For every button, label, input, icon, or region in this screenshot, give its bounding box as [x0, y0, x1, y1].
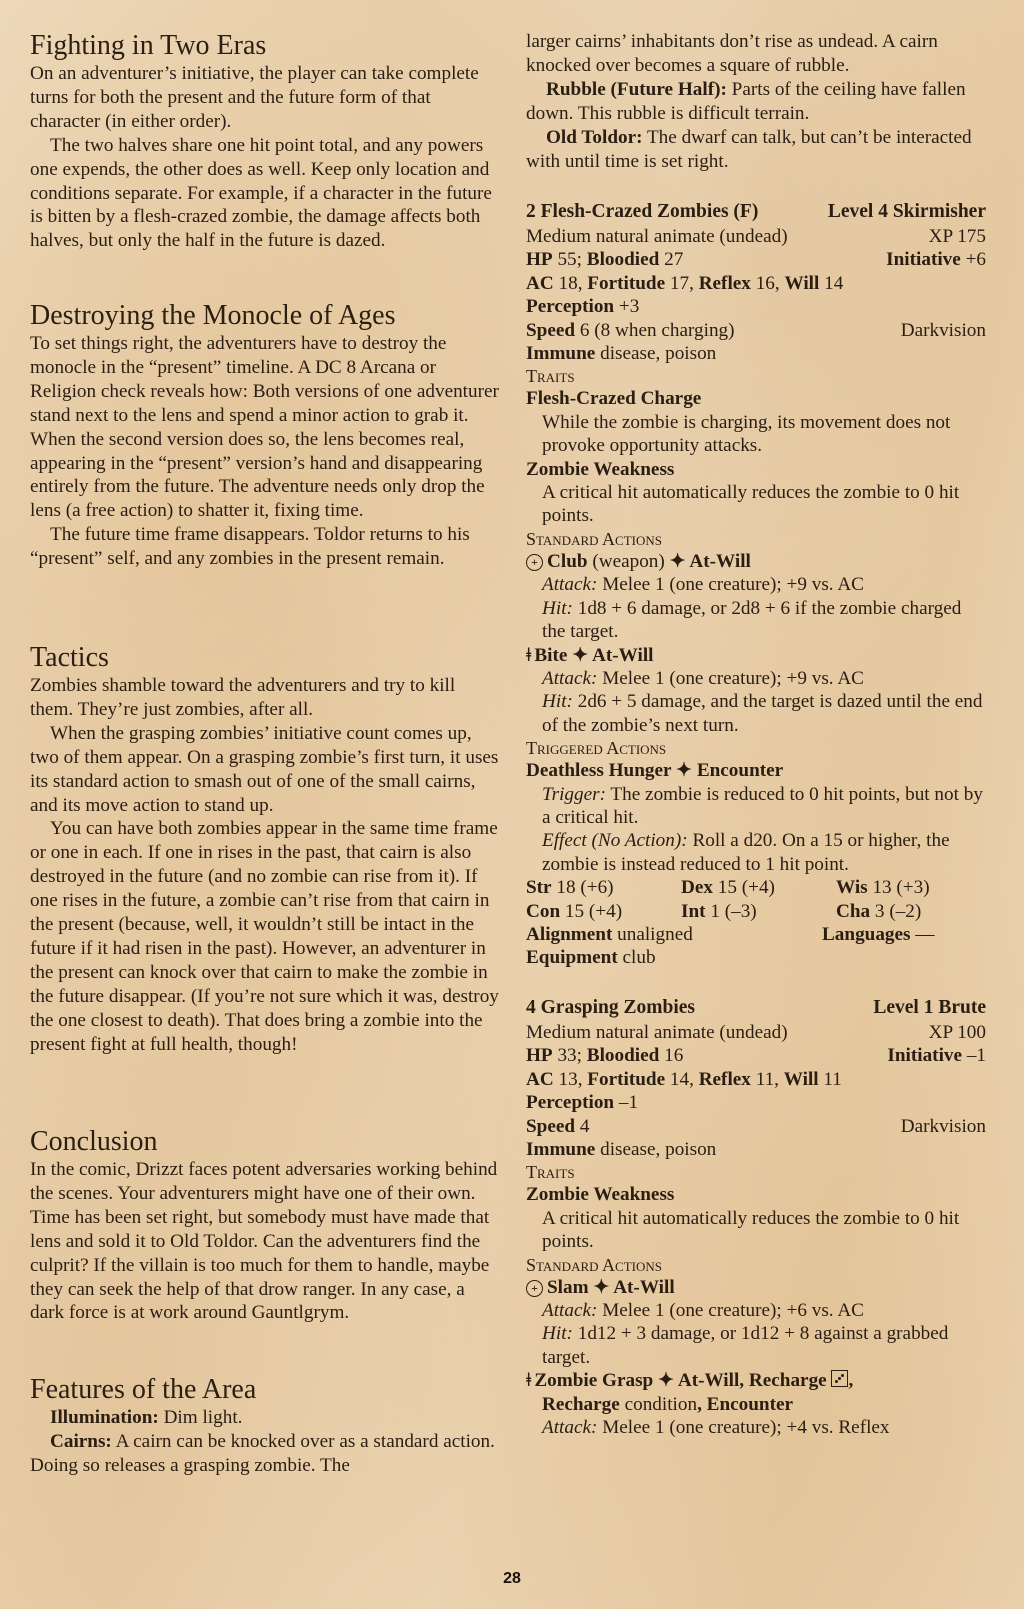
senses: Darkvision	[900, 319, 986, 341]
trait-name: Flesh-Crazed Charge	[526, 388, 702, 410]
power-trigger: Trigger: The zombie is reduced to 0 hit points, but not by a critical hit.	[542, 783, 983, 828]
initiative: Initiative –1	[887, 1045, 986, 1067]
toldor-label: Old Toldor:	[546, 126, 643, 148]
trait-name: Zombie Weakness	[526, 458, 675, 480]
section-destroying	[30, 300, 500, 571]
monster-xp: XP 100	[928, 1022, 986, 1043]
melee-basic-attack-icon: +	[526, 554, 543, 571]
heading-destroying: Destroying the Monocle of Ages	[30, 300, 396, 331]
standard-actions-header: Standard Actions	[526, 528, 662, 549]
feature-rubble	[526, 78, 996, 126]
cairns-text: A cairn can be knocked over as a standard action. Doing so releases a grasping zombie. The	[30, 1430, 495, 1476]
destroying-p1: To set things right, the adventurers have to destroy the monocle in the “present” timeline. A DC 8 Arcana or Religion check reveals how: Both versions of one adventurer stand next to the lens and spend a minor action to grab it. When the second version does so, the lens becomes real, appearing in the “present” version’s hand and disappearing entirely from the future. The adventure needs only drop the lens (a free action) to shatter it, fixing time.	[30, 333, 499, 522]
alignment-row: Alignment unaligned Languages —	[526, 923, 935, 945]
power-zombie-grasp: ǂ Zombie Grasp ✦ At-Will, Recharge ,	[526, 1370, 854, 1392]
traits-header: Traits	[526, 366, 575, 387]
monster-type: Medium natural animate (undead)	[526, 1022, 788, 1043]
statblock-flesh-crazed-zombies	[526, 199, 986, 970]
traits-header: Traits	[526, 1162, 575, 1183]
rubble-label: Rubble (Future Half):	[546, 78, 727, 100]
feature-cairns	[30, 1430, 500, 1478]
speed-row: Speed 6 (8 when charging) Darkvision	[526, 319, 986, 341]
tactics-p2: When the grasping zombies’ initiative count comes up, two of them appear. On a grasping zombie’s first turn, it uses its standard action to smash out of one of the small cairns, and its move action to stand up.	[30, 722, 499, 816]
page-number: 28	[503, 1570, 521, 1587]
trait-text: While the zombie is charging, its movement does not provoke opportunity attacks.	[542, 411, 951, 457]
monster-type: Medium natural animate (undead)	[526, 226, 788, 247]
statblock-title	[526, 199, 986, 225]
trait-name: Zombie Weakness	[526, 1184, 675, 1206]
power-effect: Effect (No Action): Roll a d20. On a 15 or higher, the zombie is instead reduced to 1 hit point.	[542, 830, 950, 875]
fighting-p2: The two halves share one hit point total, and any powers one expends, the other does as well. Keep only location and conditions separate. For example, if a character in the future is bitten by a flesh-crazed zombie, the damage affects both halves, but only the half in the future is dazed.	[30, 134, 492, 252]
monster-name: 4 Grasping Zombies	[526, 997, 696, 1018]
senses: Darkvision	[900, 1115, 986, 1137]
conclusion-p1: In the comic, Drizzt faces potent adversaries working behind the scenes. Your adventurers might have one of their own. Time has been set right, but somebody must have made that lens and sold it to Old Toldor. Can the adventurers find the culprit? If the villain is too much for them to handle, maybe they can seek the help of that drow ranger. In any case, a dark force is at work around Gauntlgrym.	[30, 1159, 498, 1324]
immune-row: Immune disease, poison	[526, 343, 717, 365]
melee-attack-icon: ǂ	[526, 644, 532, 666]
cairns-label: Cairns:	[50, 1430, 112, 1452]
trait-text: A critical hit automatically reduces the zombie to 0 hit points.	[542, 482, 960, 527]
statblock-grasping-zombies	[526, 995, 986, 1440]
destroying-p2: The future time frame disappears. Toldor returns to his “present” self, and any zombies in the present remain.	[30, 524, 470, 570]
section-tactics	[30, 642, 500, 1057]
tactics-p3: You can have both zombies appear in the same time frame or one in each. If one in rises in the past, that cairn is also destroyed in the future (and no zombie can rise from it). If one rises in the future, a zombie can’t rise from that cairn in the present (because, well, it wouldn’t still be intact in the future if it had risen in the past). However, an adventurer in the present can knock over that cairn to make the zombie in the future disappear. (If you’re not sure which it was, destroy the one closest to death). That does bring a zombie into the present fight at full health, though!	[30, 818, 499, 1055]
power-attack: Attack: Melee 1 (one creature); +6 vs. AC	[542, 1300, 864, 1322]
triggered-actions-header: Triggered Actions	[526, 738, 667, 759]
power-hit: Hit: 1d8 + 6 damage, or 2d8 + 6 if the zombie charged the target.	[542, 597, 962, 643]
die-face-3-icon	[831, 1370, 848, 1387]
hp-row	[526, 1044, 986, 1067]
immune-row: Immune disease, poison	[526, 1139, 717, 1161]
statblock-title	[526, 995, 986, 1021]
monster-xp: XP 175	[928, 226, 986, 247]
heading-fighting: Fighting in Two Eras	[30, 30, 267, 61]
fighting-p1: On an adventurer’s initiative, the player can take complete turns for both the present and the future form of that character (in either order).	[30, 63, 479, 132]
type-row	[526, 1021, 986, 1044]
power-recharge-condition: Recharge condition, Encounter	[542, 1393, 793, 1415]
power-attack: Attack: Melee 1 (one creature); +4 vs. Reflex	[542, 1417, 890, 1439]
power-hit: Hit: 1d12 + 3 damage, or 1d12 + 8 against a grabbed target.	[542, 1323, 949, 1368]
toldor-text: The dwarf can talk, but can’t be interacted with until time is set right.	[526, 126, 972, 172]
power-attack: Attack: Melee 1 (one creature); +9 vs. AC	[542, 574, 864, 596]
heading-conclusion: Conclusion	[30, 1126, 158, 1157]
power-deathless-hunger: Deathless Hunger ✦ Encounter	[526, 760, 784, 782]
features-continued	[526, 30, 996, 173]
heading-tactics: Tactics	[30, 642, 109, 673]
section-fighting	[30, 30, 500, 253]
illumination-text: Dim light.	[158, 1407, 243, 1428]
cairns-continued: larger cairns’ inhabitants don’t rise as undead. A cairn knocked over becomes a square of rubble.	[526, 31, 938, 76]
equipment-row: Equipment club	[526, 947, 656, 969]
type-row	[526, 225, 986, 248]
melee-basic-attack-icon: +	[526, 1280, 543, 1297]
illumination-label: Illumination:	[50, 1407, 159, 1428]
power-club: + Club (weapon) ✦ At-Will	[526, 550, 986, 573]
heading-features: Features of the Area	[30, 1374, 257, 1405]
section-features	[30, 1374, 500, 1478]
perception-row: Perception +3	[526, 296, 640, 318]
power-attack: Attack: Melee 1 (one creature); +9 vs. AC	[542, 667, 864, 689]
power-bite: ǂ Bite ✦ At-Will	[526, 644, 654, 666]
perception-row: Perception –1	[526, 1092, 639, 1114]
feature-illumination	[30, 1406, 500, 1430]
hp-row	[526, 248, 986, 271]
defenses-row: AC 18, Fortitude 17, Reflex 16, Will 14	[526, 272, 844, 294]
standard-actions-header: Standard Actions	[526, 1254, 662, 1275]
speed-row: Speed 4 Darkvision	[526, 1115, 986, 1137]
monster-name: 2 Flesh-Crazed Zombies (F)	[526, 201, 759, 222]
defenses-row: AC 13, Fortitude 14, Reflex 11, Will 11	[526, 1068, 842, 1090]
section-conclusion	[30, 1126, 500, 1325]
initiative: Initiative +6	[886, 249, 986, 271]
power-hit: Hit: 2d6 + 5 damage, and the target is dazed until the end of the zombie’s next turn.	[542, 691, 983, 736]
melee-attack-icon: ǂ	[526, 1370, 532, 1392]
monster-level: Level 1 Brute	[873, 997, 986, 1018]
feature-old-toldor	[526, 126, 996, 174]
tactics-p1: Zombies shamble toward the adventurers and try to kill them. They’re just zombies, after all.	[30, 675, 456, 720]
trait-text: A critical hit automatically reduces the zombie to 0 hit points.	[542, 1207, 960, 1253]
ability-scores: Str 18 (+6) Dex 15 (+4) Wis 13 (+3) Con 15 (+4) Int 1 (–3) Cha 3 (–2)	[526, 877, 930, 922]
rubble-text: Parts of the ceiling have fallen down. This rubble is difficult terrain.	[526, 78, 966, 124]
monster-level: Level 4 Skirmisher	[827, 201, 986, 222]
power-slam: + Slam ✦ At-Will	[526, 1276, 986, 1299]
hp: HP 55; Bloodied 27	[526, 249, 684, 271]
hp: HP 33; Bloodied 16	[526, 1045, 684, 1067]
